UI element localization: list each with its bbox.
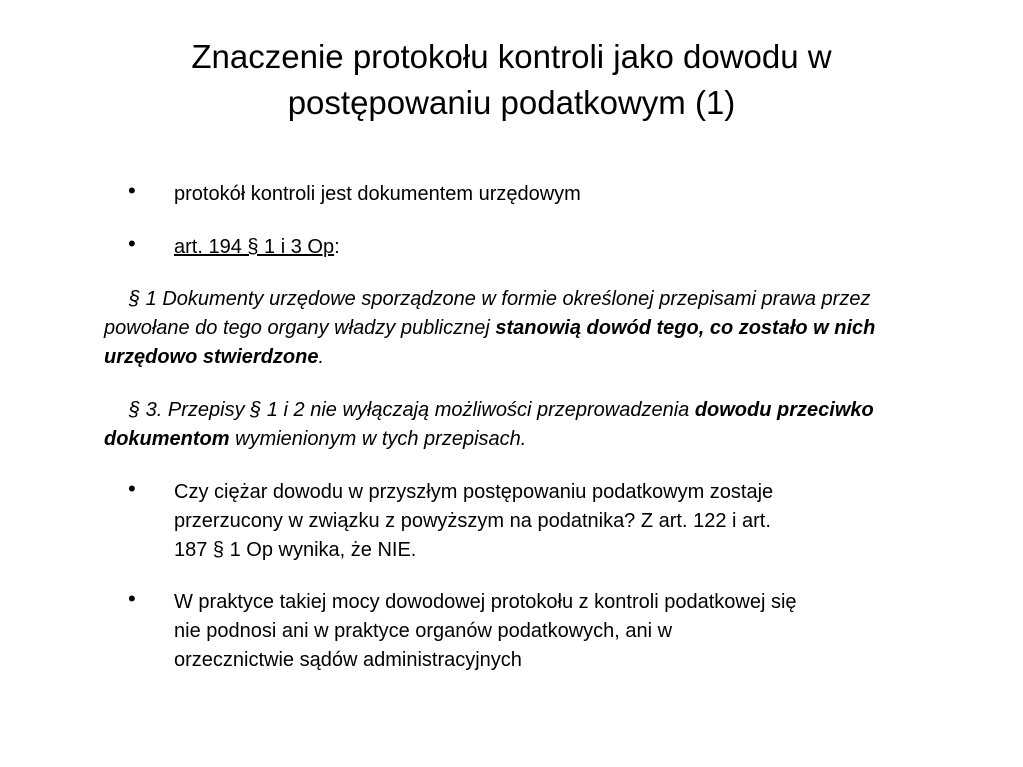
practice-line-3: orzecznictwie sądów administracyjnych [174, 649, 522, 671]
quote2-bold: dowodu przeciwko dokumentom [104, 399, 874, 450]
bullet-official-document: protokół kontroli jest dokumentem urzędowym [174, 183, 581, 205]
article-194-link[interactable]: art. 194 § 1 i 3 Op [174, 236, 335, 258]
bullet-dot-icon: • [128, 586, 136, 611]
practice-line-1: W praktyce takiej mocy dowodowej protokołu z kontroli podatkowej się [174, 591, 797, 613]
bullet-dot-icon: • [128, 231, 136, 256]
title-line-2: postępowaniu podatkowym (1) [287, 84, 736, 121]
quote1-text: § 1 Dokumenty urzędowe sporządzone w formie określonej przepisami prawa przez powołane do tego organy władzy publicznej [104, 288, 871, 339]
burden-line-3: 187 § 1 Op wynika, że NIE. [174, 539, 417, 561]
bullet-burden-of-proof [174, 478, 934, 565]
article-194-suffix: : [334, 236, 340, 258]
quote1-bold: stanowią dowód tego, co zostało w nich urzędowo stwierdzone [104, 317, 876, 368]
burden-line-1: Czy ciężar dowodu w przyszłym postępowaniu podatkowym zostaje [174, 481, 774, 503]
bullet-article-194 [174, 233, 340, 262]
slide-title [60, 34, 963, 126]
quote1-end: . [318, 346, 325, 368]
bullet-dot-icon: • [128, 178, 136, 203]
title-line-1: Znaczenie protokołu kontroli jako dowodu w [191, 38, 832, 75]
burden-line-2: przerzucony w związku z powyższym na podatnika? Z art. 122 i art. [174, 510, 771, 532]
quote2-text: § 3. Przepisy § 1 i 2 nie wyłączają możliwości przeprowadzenia [129, 399, 695, 421]
quote-paragraph-3 [104, 396, 924, 454]
bullet-practice [174, 588, 934, 675]
quote-paragraph-1 [104, 285, 924, 372]
bullet-dot-icon: • [128, 476, 136, 501]
practice-line-2: nie podnosi ani w praktyce organów podatkowych, ani w [174, 620, 673, 642]
quote2-end: wymienionym w tych przepisach. [229, 428, 527, 450]
